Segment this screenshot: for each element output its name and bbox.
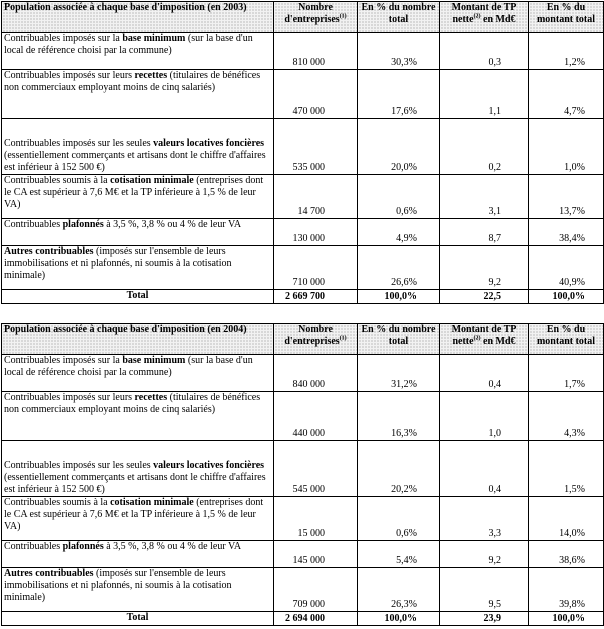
row-label [2, 441, 274, 497]
row-label-text: (imposés sur l'ensemble de leurs immobilisations et ni plafonnés, ni soumis à la cotisation minimale) [4, 568, 232, 603]
cell-amount: 9,5 [440, 568, 529, 612]
row-label-text: Contribuables imposés sur leurs [4, 70, 135, 81]
cell-amount: 3,1 [440, 175, 529, 219]
cell-amount: 0,2 [440, 119, 529, 175]
header-company-count [274, 324, 358, 355]
cell-count: 14 700 [274, 175, 358, 219]
table-row [2, 70, 604, 119]
cell-pct-amount: 39,8% [529, 568, 604, 612]
table-row [2, 119, 604, 175]
row-label-text: à 3,5 %, 3,8 % ou 4 % de leur VA [103, 541, 242, 552]
table-row [2, 392, 604, 441]
header-row [2, 2, 604, 33]
cell-count: 710 000 [274, 246, 358, 290]
row-label-text: Contribuables [4, 541, 63, 552]
cell-pct-amount: 38,6% [529, 541, 604, 568]
header-tp-amount [440, 2, 529, 33]
row-label-text: Contribuables [4, 219, 63, 230]
table-row [2, 246, 604, 290]
total-pct-amount: 100,0% [529, 290, 604, 304]
table-row [2, 175, 604, 219]
total-count: 2 694 000 [274, 612, 358, 626]
table-row [2, 497, 604, 541]
row-label-bold: cotisation minimale [110, 175, 194, 186]
cell-amount: 0,4 [440, 441, 529, 497]
table-row [2, 33, 604, 70]
cell-count: 15 000 [274, 497, 358, 541]
row-label-text: (entreprises dont le CA est supérieur à 7,6 M€ et la TP inférieure à 1,5 % de leur VA) [4, 497, 264, 532]
row-label [2, 541, 274, 568]
cell-pct-amount: 1,7% [529, 355, 604, 392]
footnote-marker-2: (2) [473, 335, 481, 342]
table-row [2, 441, 604, 497]
cell-pct-count: 5,4% [358, 541, 440, 568]
cell-amount: 3,3 [440, 497, 529, 541]
cell-count: 535 000 [274, 119, 358, 175]
row-label-bold: Autres contribuables [4, 568, 94, 579]
row-label [2, 246, 274, 290]
cell-pct-count: 20,0% [358, 119, 440, 175]
cell-pct-amount: 1,2% [529, 33, 604, 70]
row-label-text: à 3,5 %, 3,8 % ou 4 % de leur VA [103, 219, 242, 230]
row-label-text: (imposés sur l'ensemble de leurs immobilisations et ni plafonnés, ni soumis à la cotisation minimale) [4, 246, 232, 281]
cell-pct-amount: 40,9% [529, 246, 604, 290]
cell-amount: 9,2 [440, 246, 529, 290]
cell-pct-count: 20,2% [358, 441, 440, 497]
header-tp-amount-unit: en Md€ [480, 14, 516, 25]
cell-amount: 0,4 [440, 355, 529, 392]
table-row [2, 219, 604, 246]
total-label: Total [2, 612, 274, 626]
row-label-bold: Autres contribuables [4, 246, 94, 257]
cell-count: 709 000 [274, 568, 358, 612]
cell-pct-amount: 1,0% [529, 119, 604, 175]
row-label [2, 568, 274, 612]
row-label [2, 497, 274, 541]
header-tp-amount-label: Montant de TP nette [451, 2, 517, 25]
cell-pct-count: 0,6% [358, 497, 440, 541]
row-label [2, 355, 274, 392]
row-label [2, 33, 274, 70]
header-pct-amount: En % du montant total [529, 2, 604, 33]
row-label-bold: recettes [134, 70, 168, 81]
cell-count: 130 000 [274, 219, 358, 246]
row-label-bold: valeurs locatives foncières [153, 460, 265, 471]
row-label-bold: base minimum [122, 33, 186, 44]
row-label-text: (essentiellement commerçants et artisans dont le chiffre d'affaires est inférieur à 152 500 €) [4, 472, 266, 495]
row-label-text: (essentiellement commerçants et artisans dont le chiffre d'affaires est inférieur à 152 500 €) [4, 150, 266, 173]
total-row [2, 290, 604, 304]
cell-amount: 0,3 [440, 33, 529, 70]
cell-count: 145 000 [274, 541, 358, 568]
total-amount: 23,9 [440, 612, 529, 626]
row-label-text: Contribuables soumis à la [4, 175, 111, 186]
row-label-text: Contribuables imposés sur les seules [4, 138, 154, 149]
header-tp-amount-unit: en Md€ [480, 336, 516, 347]
row-label-bold: base minimum [122, 355, 186, 366]
cell-count: 810 000 [274, 33, 358, 70]
row-label-bold: recettes [134, 392, 168, 403]
header-pct-amount: En % du montant total [529, 324, 604, 355]
row-label-text: Contribuables imposés sur leurs [4, 392, 135, 403]
total-pct-count: 100,0% [358, 290, 440, 304]
total-pct-count: 100,0% [358, 612, 440, 626]
table-row [2, 355, 604, 392]
cell-pct-count: 26,6% [358, 246, 440, 290]
row-label-text: Contribuables imposés sur la [4, 355, 123, 366]
total-count: 2 669 700 [274, 290, 358, 304]
row-label-text: (titulaires de bénéfices non commerciaux employant moins de cinq salariés) [4, 70, 261, 93]
cell-amount: 8,7 [440, 219, 529, 246]
row-label-bold: plafonnés [62, 541, 104, 552]
cell-pct-amount: 4,7% [529, 70, 604, 119]
row-label-bold: cotisation minimale [110, 497, 194, 508]
cell-amount: 9,2 [440, 541, 529, 568]
cell-pct-count: 26,3% [358, 568, 440, 612]
header-tp-amount-label: Montant de TP nette [451, 324, 517, 347]
cell-pct-amount: 4,3% [529, 392, 604, 441]
cell-pct-count: 16,3% [358, 392, 440, 441]
row-label-text: Contribuables imposés sur les seules [4, 460, 154, 471]
tax-table-2004 [1, 323, 604, 626]
row-label [2, 392, 274, 441]
cell-pct-amount: 13,7% [529, 175, 604, 219]
cell-pct-amount: 38,4% [529, 219, 604, 246]
table-row [2, 568, 604, 612]
row-label [2, 175, 274, 219]
cell-count: 545 000 [274, 441, 358, 497]
row-label [2, 70, 274, 119]
footnote-marker-1: (1) [339, 335, 347, 342]
total-row [2, 612, 604, 626]
cell-count: 840 000 [274, 355, 358, 392]
header-pct-count: En % du nombre total [358, 2, 440, 33]
row-label-text: Contribuables imposés sur la [4, 33, 123, 44]
header-tp-amount [440, 324, 529, 355]
row-label-bold: plafonnés [62, 219, 104, 230]
row-label-text: (titulaires de bénéfices non commerciaux employant moins de cinq salariés) [4, 392, 261, 415]
row-label [2, 119, 274, 175]
table-row [2, 541, 604, 568]
row-label-text: (sur la base d'un local de référence choisi par la commune) [4, 33, 253, 56]
header-population: Population associée à chaque base d'imposition (en 2004) [2, 324, 274, 355]
cell-amount: 1,0 [440, 392, 529, 441]
cell-pct-amount: 1,5% [529, 441, 604, 497]
cell-pct-amount: 14,0% [529, 497, 604, 541]
total-label: Total [2, 290, 274, 304]
cell-count: 440 000 [274, 392, 358, 441]
row-label-text: Contribuables soumis à la [4, 497, 111, 508]
cell-pct-count: 30,3% [358, 33, 440, 70]
header-population: Population associée à chaque base d'imposition (en 2003) [2, 2, 274, 33]
cell-pct-count: 4,9% [358, 219, 440, 246]
header-pct-count: En % du nombre total [358, 324, 440, 355]
footnote-marker-1: (1) [339, 13, 347, 20]
total-amount: 22,5 [440, 290, 529, 304]
tax-table-2003 [1, 1, 604, 304]
row-label-text: (sur la base d'un local de référence choisi par la commune) [4, 355, 253, 378]
header-company-count-label: Nombre d'entreprises [284, 2, 340, 25]
header-company-count-label: Nombre d'entreprises [284, 324, 340, 347]
row-label-text: (entreprises dont le CA est supérieur à 7,6 M€ et la TP inférieure à 1,5 % de leur VA) [4, 175, 264, 210]
cell-amount: 1,1 [440, 70, 529, 119]
cell-pct-count: 31,2% [358, 355, 440, 392]
footnote-marker-2: (2) [473, 13, 481, 20]
cell-pct-count: 17,6% [358, 70, 440, 119]
cell-pct-count: 0,6% [358, 175, 440, 219]
row-label [2, 219, 274, 246]
header-company-count [274, 2, 358, 33]
header-row [2, 324, 604, 355]
total-pct-amount: 100,0% [529, 612, 604, 626]
row-label-bold: valeurs locatives foncières [153, 138, 265, 149]
cell-count: 470 000 [274, 70, 358, 119]
